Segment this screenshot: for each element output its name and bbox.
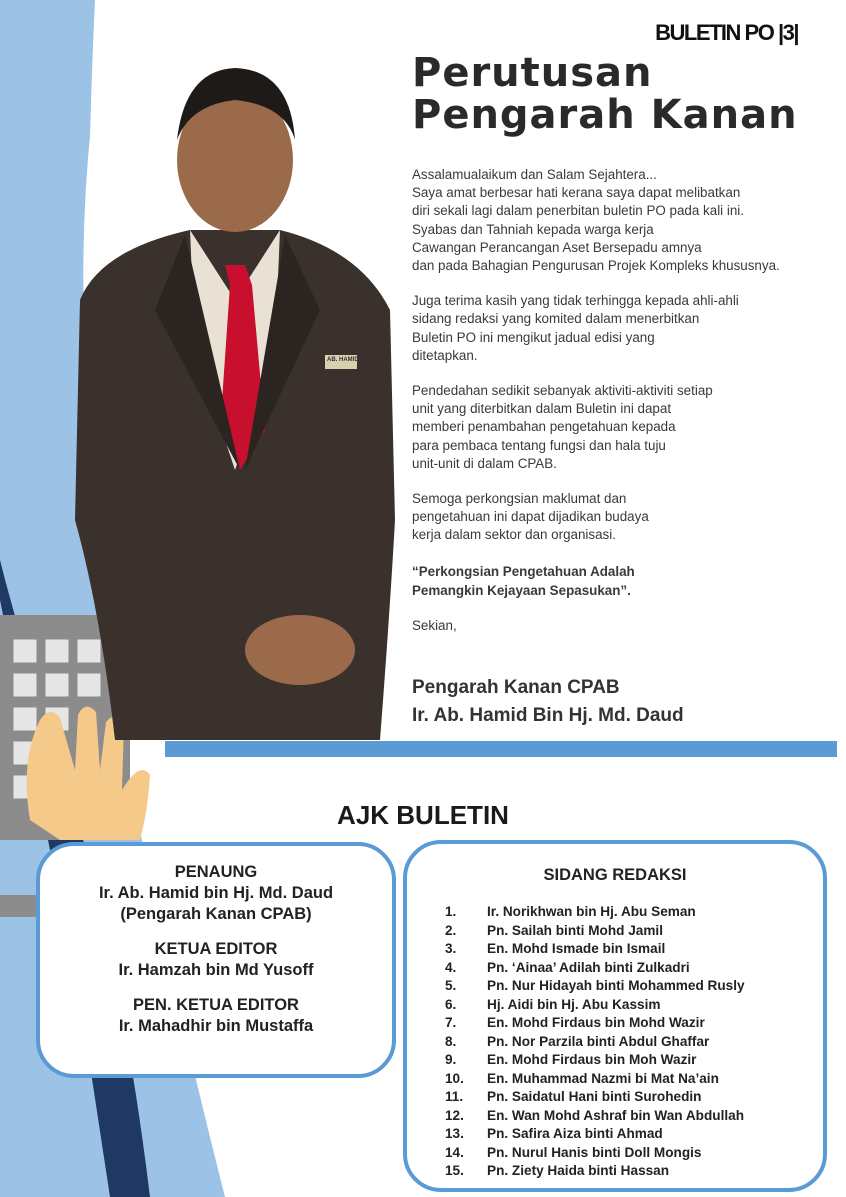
newsletter-page-tag: BULETIN PO |3|	[655, 20, 798, 45]
sidang-redaksi-box	[403, 840, 827, 1192]
pen-ketua-editor-name: Ir. Mahadhir bin Mustaffa	[118, 1017, 314, 1035]
message-closing: Sekian,	[412, 617, 457, 633]
pen-ketua-editor-label: PEN. KETUA EDITOR	[133, 996, 299, 1014]
sidang-redaksi-title: SIDANG REDAKSI	[543, 866, 687, 884]
list-item: 11. Pn. Saidatul Hani binti Surohedin	[445, 1089, 702, 1104]
title-line-1: Perutusan	[412, 50, 653, 96]
list-item: 3. En. Mohd Ismade bin Ismail	[445, 941, 666, 956]
list-item: 13. Pn. Safira Aiza binti Ahmad	[445, 1126, 663, 1141]
director-message	[412, 166, 832, 652]
message-quote: “Perkongsian Pengetahuan Adalah Pemangkin Kejayaan Sepasukan”.	[412, 563, 635, 598]
message-paragraph-1: Assalamualaikum dan Salam Sejahtera... Saya amat berbesar hati kerana saya dapat melibatkan diri sekali lagi dalam penerbitan buletin PO pada kali ini. Syabas dan Tahniah kepada warga kerja Cawangan Perancangan Aset Bersepadu amnya dan pada Bahagian Pengurusan Projek Kompleks khususnya.	[412, 167, 780, 274]
patron-editor-box	[36, 842, 396, 1078]
message-paragraph-2: Juga terima kasih yang tidak terhingga kepada ahli-ahli sidang redaksi yang komited dalam menerbitkan Buletin PO ini mengikut jadual edisi yang ditetapkan.	[412, 293, 739, 363]
ketua-editor-group	[40, 939, 392, 981]
page-title	[412, 52, 832, 136]
signature-name: Ir. Ab. Hamid Bin Hj. Md. Daud	[412, 705, 684, 726]
penaung-label: PENAUNG	[174, 863, 258, 881]
ketua-editor-label: KETUA EDITOR	[154, 940, 278, 958]
list-item: 12. En. Wan Mohd Ashraf bin Wan Abdullah	[445, 1107, 744, 1123]
list-item: 4. Pn. ‘Ainaa’ Adilah binti Zulkadri	[445, 959, 690, 975]
penaung-name: Ir. Ab. Hamid bin Hj. Md. Daud	[98, 884, 334, 902]
list-item: 5. Pn. Nur Hidayah binti Mohammed Rusly	[445, 978, 745, 993]
penaung-group	[40, 862, 392, 925]
pen-ketua-editor-group	[40, 995, 392, 1037]
signature-block	[412, 674, 684, 730]
list-item: 14. Pn. Nurul Hanis binti Doll Mongis	[445, 1144, 702, 1160]
list-item: 6. Hj. Aidi bin Hj. Abu Kassim	[445, 996, 661, 1012]
ajk-section-title: AJK BULETIN	[337, 800, 509, 830]
message-paragraph-3: Pendedahan sedikit sebanyak aktiviti-aktiviti setiap unit yang diterbitkan dalam Buletin ini dapat memberi penambahan pengetahuan kepada para pembaca tentang fungsi dan hala tuju unit-unit di dalam CPAB.	[412, 383, 713, 471]
redaksi-member-list	[407, 903, 823, 1181]
message-paragraph-4: Semoga perkongsian maklumat dan pengetahuan ini dapat dijadikan budaya kerja dalam sektor dan organisasi.	[412, 491, 649, 543]
photo-name-tag: AB. HAMID	[327, 357, 359, 363]
list-item: 9. En. Mohd Firdaus bin Moh Wazir	[445, 1052, 697, 1067]
title-line-2: Pengarah Kanan	[412, 92, 798, 138]
director-portrait	[60, 50, 410, 740]
penaung-note: (Pengarah Kanan CPAB)	[120, 905, 312, 923]
list-item: 10. En. Muhammad Nazmi bi Mat Na’ain	[445, 1070, 719, 1086]
ketua-editor-name: Ir. Hamzah bin Md Yusoff	[118, 961, 314, 979]
signature-position: Pengarah Kanan CPAB	[412, 677, 620, 698]
list-item: 7. En. Mohd Firdaus bin Mohd Wazir	[445, 1015, 705, 1030]
list-item: 8. Pn. Nor Parzila binti Abdul Ghaffar	[445, 1033, 710, 1049]
list-item: 15. Pn. Ziety Haida binti Hassan	[445, 1163, 670, 1178]
list-item: 2. Pn. Sailah binti Mohd Jamil	[445, 922, 663, 938]
list-item: 1. Ir. Norikhwan bin Hj. Abu Seman	[445, 904, 696, 919]
